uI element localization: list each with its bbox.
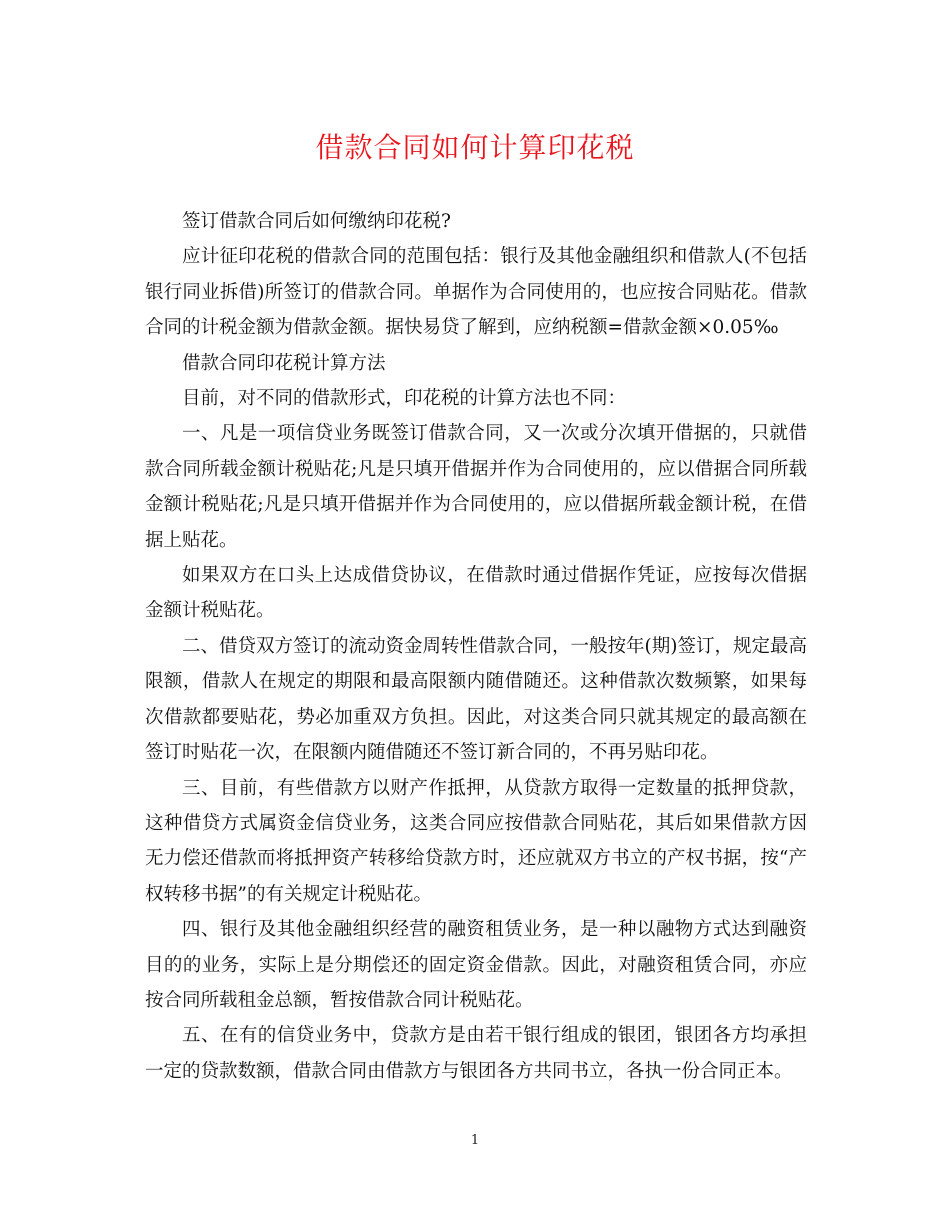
document-body — [145, 204, 807, 1089]
paragraph: 二、借贷双方签订的流动资金周转性借款合同，一般按年(期)签订，规定最高限额，借款人在规定的期限和最高限额内随借随还。这种借款次数频繁，如果每次借款都要贴花，势必加重双方负担。因此，对这类合同只就其规定的最高额在签订时贴花一次，在限额内随借随还不签订新合同的，不再另贴印花。 — [145, 635, 807, 764]
paragraph: 四、银行及其他金融组织经营的融资租赁业务，是一种以融物方式达到融资目的的业务，实际上是分期偿还的固定资金借款。因此，对融资租赁合同，亦应按合同所载租金总额，暂按借款合同计税贴花。 — [145, 919, 807, 1011]
paragraph: 借款合同印花税计算方法 — [182, 352, 386, 374]
document-title: 借款合同如何计算印花税 — [315, 131, 635, 164]
page-number: 1 — [470, 1133, 480, 1148]
paragraph: 签订借款合同后如何缴纳印花税? — [182, 211, 451, 232]
paragraph: 应计征印花税的借款合同的范围包括：银行及其他金融组织和借款人(不包括银行同业拆借)所签订的借款合同。单据作为合同使用的，也应按合同贴花。借款合同的计税金额为借款金额。据快易贷了解到，应纳税额=借款金额×0.05‰ — [145, 246, 807, 339]
paragraph: 如果双方在口头上达成借贷协议，在借款时通过借据作凭证，应按每次借据金额计税贴花。 — [145, 565, 807, 622]
paragraph: 一、凡是一项信贷业务既签订借款合同，又一次或分次填开借据的，只就借款合同所载金额计税贴花;凡是只填开借据并作为合同使用的，应以借据合同所载金额计税贴花;凡是只填开借据并作为合同使用的，应以借据所载金额计税，在借据上贴花。 — [145, 423, 807, 551]
paragraph: 五、在有的信贷业务中，贷款方是由若干银行组成的银团，银团各方均承担一定的贷款数额，借款合同由借款方与银团各方共同书立，各执一份合同正本。 — [145, 1025, 807, 1082]
paragraph: 三、目前，有些借款方以财产作抵押，从贷款方取得一定数量的抵押贷款，这种借贷方式属资金信贷业务，这类合同应按借款合同贴花，其后如果借款方因无力偿还借款而将抵押资产转移给贷款方时，还应就双方书立的产权书据，按“产权转移书据”的有关规定计税贴花。 — [145, 777, 807, 905]
paragraph: 目前，对不同的借款形式，印花税的计算方法也不同： — [182, 388, 627, 410]
